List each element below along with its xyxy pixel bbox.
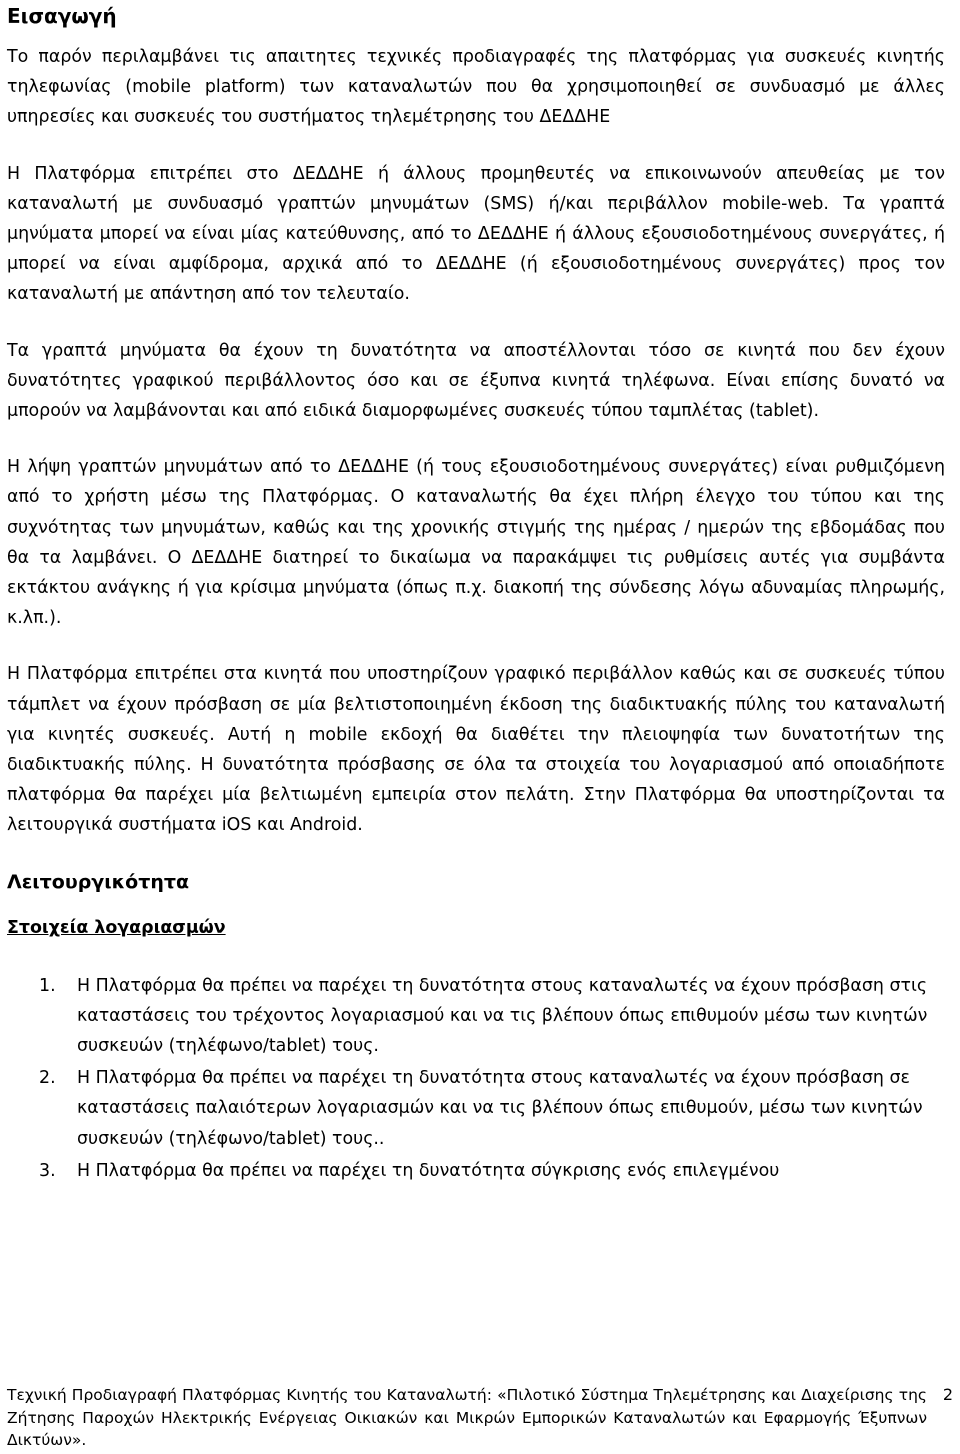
requirements-list xyxy=(7,971,945,1186)
document-page xyxy=(7,0,945,1188)
subsection-title-accounts: Στοιχεία λογαριασμών xyxy=(7,917,226,938)
list-item xyxy=(7,1063,945,1154)
section-title-intro: Εισαγωγή xyxy=(7,4,117,28)
list-item xyxy=(7,971,945,1062)
intro-paragraph-1: Το παρόν περιλαμβάνει τις απαιτητες τεχνικές προδιαγραφές της πλατφόρμας για συσκευές κινητής τηλεφωνίας (mobile platform) των καταναλωτών που θα χρησιμοποιηθεί σε συνδυασμό με άλλες υπηρεσίες και συσκευές του συστήματος τηλεμέτρησης του ΔΕΔΔΗΕ xyxy=(7,47,945,128)
list-item-number: 2. xyxy=(39,1068,56,1089)
intro-paragraph-4: Η λήψη γραπτών μηνυμάτων από το ΔΕΔΔΗΕ (ή τους εξουσιοδοτημένους συνεργάτες) είναι ρυθμιζόμενη από το χρήστη μέσω της Πλατφόρμας. Ο καταναλωτής θα έχει πλήρη έλεγχο του τύπου και της συχνότητας των μηνυμάτων, καθώς και της χρονικής στιγμής της ημέρας / ημερών της εβδομάδας που θα τα λαμβάνει. Ο ΔΕΔΔΗΕ διατηρεί το δικαίωμα να παρακάμψει τις ρυθμίσεις αυτές για συμβάντα εκτάκτου ανάγκης ή για κρίσιμα μηνύματα (όπως π.χ. διακοπή της σύνδεσης λόγω αδυναμίας πληρωμής, κ.λπ.). xyxy=(7,457,945,629)
list-item xyxy=(7,1156,945,1186)
intro-paragraph-2: Η Πλατφόρμα επιτρέπει στο ΔΕΔΔΗΕ ή άλλους προμηθευτές να επικοινωνούν απευθείας με τον καταναλωτή με συνδυασμό γραπτών μηνυμάτων (SMS) ή/και περιβάλλον mobile-web. Τα γραπτά μηνύματα μπορεί να είναι μίας κατεύθυνσης, από το ΔΕΔΔΗΕ ή άλλους εξουσιοδοτημένους συνεργάτες, ή μπορεί να είναι αμφίδρομα, αρχικά από το ΔΕΔΔΗΕ (ή εξουσιοδοτημένους συνεργάτες) προς τον καταναλωτή με απάντηση από τον τελευταίο. xyxy=(7,163,945,305)
intro-paragraph-5: Η Πλατφόρμα επιτρέπει στα κινητά που υποστηρίζουν γραφικό περιβάλλον καθώς και σε συσκευές τύπου τάμπλετ να έχουν πρόσβαση σε μία βελτιστοποιημένη έκδοση της διαδικτυακής πύλης του καταναλωτή για κινητές συσκευές. Αυτή η mobile εκδοχή θα διαθέτει την πλειοψηφία των δυνατοτήτων της διαδικτυακής πύλης. Η δυνατότητα πρόσβασης σε όλα τα στοιχεία του λογαριασμού από οποιαδήποτε πλατφόρμα θα παρέχει μία βελτιωμένη εμπειρία στον πελάτη. Στην Πλατφόρμα θα υποστηρίζονται τα λειτουργικά συστήματα iOS και Android. xyxy=(7,664,945,836)
list-item-number: 3. xyxy=(39,1160,56,1181)
intro-paragraph-3: Τα γραπτά μηνύματα θα έχουν τη δυνατότητα να αποστέλλονται τόσο σε κινητά που δεν έχουν δυνατότητες γραφικού περιβάλλοντος όσο και σε έξυπνα κινητά τηλέφωνα. Είναι επίσης δυνατό να μπορούν να λαμβάνονται και από ειδικά διαμορφωμένες συσκευές τύπου ταμπλέτας (tablet). xyxy=(7,340,945,422)
page-number: 2 xyxy=(942,1385,953,1404)
list-item-number: 1. xyxy=(39,975,56,996)
section-title-functionality: Λειτουργικότητα xyxy=(7,870,190,893)
footer-text: Τεχνική Προδιαγραφή Πλατφόρμας Κινητής του Καταναλωτή: «Πιλοτικό Σύστημα Τηλεμέτρησης και Διαχείρισης της Ζήτησης Παροχών Ηλεκτρικής Ενέργειας Οικιακών και Μικρών Εμπορικών Καταναλωτών και Εφαρμογής Έξυπνων Δικτύων». xyxy=(7,1386,927,1449)
list-item-text: Η Πλατφόρμα θα πρέπει να παρέχει τη δυνατότητα στους καταναλωτές να έχουν πρόσβαση σε καταστάσεις παλαιότερων λογαριασμών και να τις βλέπουν όπως επιθυμούν, μέσω των κινητών συσκευών (τηλέφωνο/tablet) τους.. xyxy=(77,1068,923,1149)
list-item-text: Η Πλατφόρμα θα πρέπει να παρέχει τη δυνατότητα στους καταναλωτές να έχουν πρόσβαση στις καταστάσεις του τρέχοντος λογαριασμού και να τις βλέπουν όπως επιθυμούν μέσω των κινητών συσκευών (τηλέφωνο/tablet) τους. xyxy=(77,975,928,1057)
list-item-text: Η Πλατφόρμα θα πρέπει να παρέχει τη δυνατότητα σύγκρισης ενός επιλεγμένου xyxy=(77,1160,780,1181)
page-footer xyxy=(7,1384,953,1452)
